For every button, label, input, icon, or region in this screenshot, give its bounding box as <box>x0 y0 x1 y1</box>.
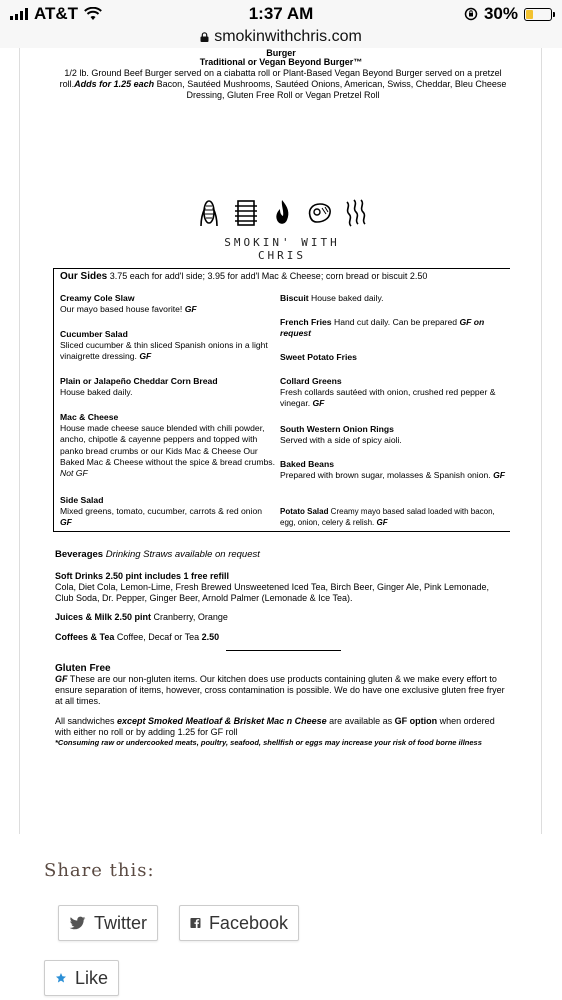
side-desc: Hand cut daily. Can be prepared <box>331 317 458 327</box>
side-desc: Served with a side of spicy aioli. <box>280 435 402 446</box>
side-name: Potato Salad <box>280 507 329 516</box>
side-item-onion-rings <box>280 424 505 446</box>
burger-desc-text: 1/2 lb. Ground Beef Burger served on a ciabatta roll or Plant-Based Vegan Beyond Burger served on a pretzel roll. <box>59 68 502 89</box>
side-name: Collard Greens <box>280 376 342 386</box>
corn-icon <box>196 198 222 228</box>
facebook-icon <box>190 913 201 933</box>
gf-tag: GF <box>139 351 152 362</box>
side-desc: Fresh collards sautéed with onion, crushed red pepper & vinegar. <box>280 387 496 409</box>
side-desc: Mixed greens, tomato, cucumber, carrots & red onion <box>60 506 263 517</box>
sandwich-text: All sandwiches <box>55 716 118 726</box>
facebook-share-button[interactable] <box>179 905 299 941</box>
beverages-title: Beverages <box>55 549 104 560</box>
side-name: French Fries <box>280 317 332 327</box>
side-item-collard-greens <box>280 376 505 410</box>
gluten-free-title: Gluten Free <box>55 663 111 674</box>
side-desc: Sliced cucumber & thin sliced Spanish onions in a light vinaigrette dressing. <box>60 340 268 362</box>
side-item-biscuit <box>280 293 505 304</box>
logo-text: SMOKIN' WITH CHRIS <box>224 236 340 262</box>
side-item-corn-bread <box>60 376 275 398</box>
gf-tag: GF <box>184 304 197 315</box>
divider <box>226 650 341 651</box>
side-desc: House baked daily. <box>60 387 133 398</box>
ribs-icon <box>233 198 259 228</box>
status-time: 1:37 AM <box>248 4 314 23</box>
gf-tag: GF <box>312 398 325 409</box>
coffee-desc: Coffee, Decaf or Tea <box>114 632 202 642</box>
side-name: South Western Onion Rings <box>280 424 394 434</box>
gf-tag: Not GF <box>60 468 88 479</box>
side-item-potato-salad <box>280 507 505 528</box>
battery-percent: 30% <box>483 4 518 23</box>
side-item-french-fries <box>280 317 505 339</box>
side-name: Baked Beans <box>280 459 334 469</box>
juices-desc: Cranberry, Orange <box>151 612 228 622</box>
sandwich-text: when ordered with either no roll or by adding 1.25 for GF roll <box>55 716 495 737</box>
like-button[interactable] <box>44 960 119 996</box>
side-item-sweet-potato-fries <box>280 352 505 363</box>
beverages-heading <box>55 549 510 560</box>
gluten-free-heading <box>55 663 510 674</box>
side-desc: House made cheese sauce blended with chili powder, ancho, chipotle & cayenne peppers and topped with panko bread crumbs or our Kids Mac & Cheese Our Baked Mac & Cheese without the spice & bread crumbs. <box>60 423 275 467</box>
side-name: Cucumber Salad <box>60 329 128 339</box>
side-name: Plain or Jalapeño Cheddar Corn Bread <box>60 376 218 386</box>
burger-heading: Burger <box>266 48 296 58</box>
like-label: Like <box>74 967 108 988</box>
burger-subheading: Traditional or Vegan Beyond Burger™ <box>199 57 363 67</box>
battery-icon <box>524 8 552 21</box>
soft-drinks-desc: Cola, Diet Cola, Lemon-Lime, Fresh Brewed Unsweetened Iced Tea, Birch Beer, Ginger Ale, Pink Lemonade, Club Soda, Dr. Pepper, Ginger Beer, Arnold Palmer (Lemonade & Ice Tea). <box>55 582 490 603</box>
side-desc: Our mayo based house favorite! <box>60 304 183 315</box>
flame-icon <box>269 198 295 228</box>
juices-milk <box>55 612 510 623</box>
steak-icon <box>306 198 332 228</box>
coffee-title: Coffees & Tea <box>55 632 115 642</box>
gf-tag: GF <box>376 517 388 527</box>
side-name: Sweet Potato Fries <box>280 352 357 362</box>
sides-pricing: 3.75 each for add'l side; 3.95 for add'l Mac & Cheese; corn bread or biscuit 2.50 <box>107 271 428 281</box>
twitter-share-button[interactable] <box>58 905 158 941</box>
sandwich-note <box>55 716 510 738</box>
side-item-baked-beans <box>280 459 505 481</box>
facebook-label: Facebook <box>208 912 288 933</box>
soft-drinks-title: Soft Drinks 2.50 pint includes 1 free refill <box>55 571 230 581</box>
side-item-cucumber-salad <box>60 329 275 363</box>
twitter-icon <box>69 913 86 933</box>
side-item-cole-slaw <box>60 293 275 315</box>
burger-adds-list: Bacon, Sautéed Mushrooms, Sautéed Onions, American, Swiss, Cheddar, Bleu Cheese Dressing, Gluten Free Roll or Vegan Pretzel Roll <box>154 79 507 100</box>
side-item-side-salad <box>60 495 275 529</box>
side-name: Side Salad <box>60 495 104 505</box>
sandwich-except: except Smoked Meatloaf & Brisket Mac n Cheese <box>117 716 327 726</box>
gf-tag: GF on request <box>280 317 485 339</box>
logo-icons <box>196 196 368 230</box>
sandwich-text: are available as <box>326 716 395 726</box>
orientation-lock-icon <box>464 7 478 21</box>
star-icon <box>55 968 67 988</box>
gf-tag: GF <box>493 470 505 481</box>
coffee-price: 2.50 <box>201 632 220 642</box>
coffees-tea <box>55 632 510 643</box>
sandwich-gf-option: GF option <box>394 716 438 726</box>
twitter-label: Twitter <box>93 912 147 933</box>
side-name: Creamy Cole Slaw <box>60 293 135 303</box>
side-desc: House baked daily. <box>308 293 384 303</box>
bacon-icon <box>342 198 368 228</box>
side-item-mac-cheese <box>60 412 275 479</box>
url-text: smokinwithchris.com <box>214 28 362 45</box>
juices-title: Juices & Milk 2.50 pint <box>55 612 152 622</box>
side-desc: Prepared with brown sugar, molasses & Spanish onion. <box>280 470 491 481</box>
side-name: Mac & Cheese <box>60 412 119 422</box>
share-title: Share this: <box>44 860 155 881</box>
beverages-note: Drinking Straws available on request <box>103 549 260 560</box>
gluten-free-desc <box>55 674 510 707</box>
burger-description <box>58 68 508 101</box>
url-bar[interactable] <box>0 28 562 48</box>
gf-tag: GF <box>60 517 72 528</box>
lock-icon <box>200 32 209 42</box>
sides-title <box>60 271 427 282</box>
carrier-label: AT&T <box>34 4 79 23</box>
food-warning: *Consuming raw or undercooked meats, poultry, seafood, shellfish or eggs may increase your risk of food borne illness <box>55 738 482 747</box>
side-name: Biscuit <box>280 293 309 303</box>
side-desc: Creamy mayo based salad loaded with bacon, egg, onion, celery & relish. <box>280 507 495 527</box>
burger-adds-label: Adds for 1.25 each <box>74 79 155 89</box>
status-bar <box>0 0 562 28</box>
status-right <box>464 4 552 24</box>
battery-fill <box>526 10 533 19</box>
gf-tag: GF <box>55 674 68 684</box>
soft-drinks <box>55 571 510 604</box>
gluten-free-text: These are our non-gluten items. Our kitchen does use products containing gluten & we make every effort to ensure separation of items, however, cross contamination is possible. We do have one exclusive gluten free fryer at all times. <box>55 674 505 706</box>
sides-title-label: Our Sides <box>60 271 108 282</box>
